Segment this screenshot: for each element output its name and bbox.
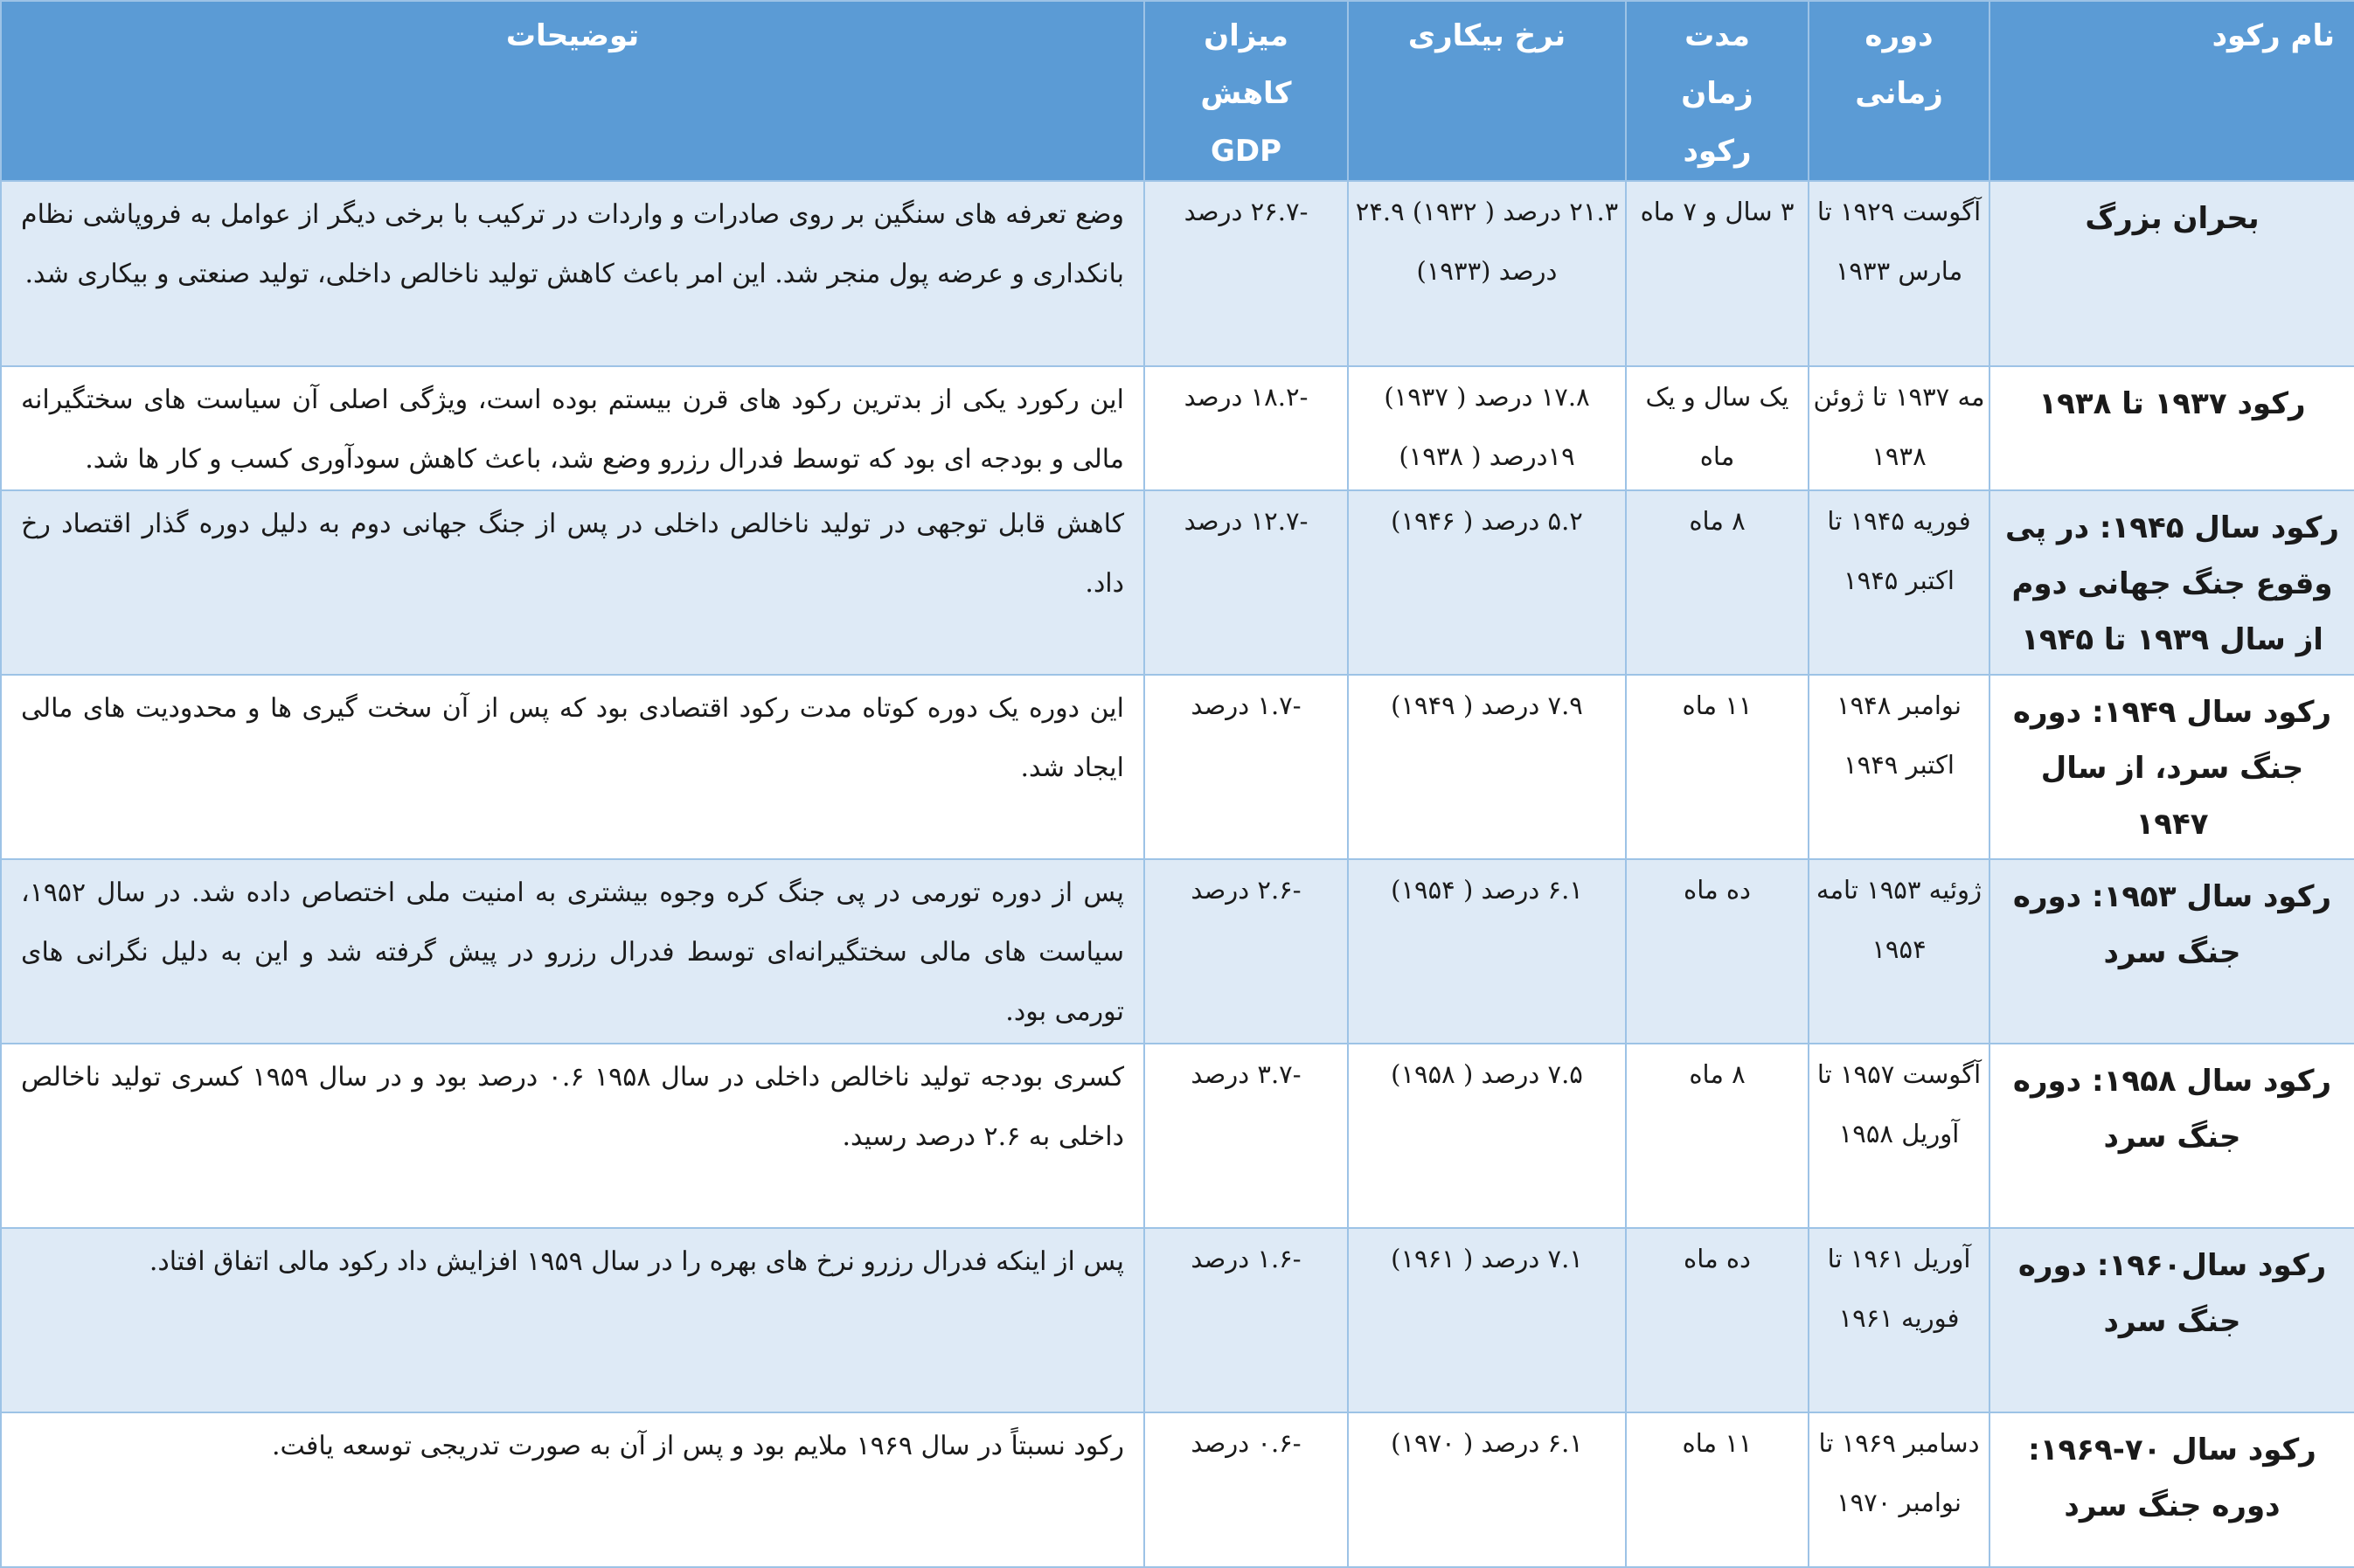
table-row <box>1 675 2354 859</box>
table-header-row <box>1 1 2354 181</box>
table-row <box>1 1228 2354 1412</box>
recession-gdp-drop: -۲۶.۷ درصد <box>1144 181 1348 366</box>
recession-period: آگوست ۱۹۲۹ تا مارس ۱۹۳۳ <box>1809 181 1989 366</box>
table-row <box>1 1044 2354 1228</box>
recession-duration: ده ماه <box>1626 1228 1809 1412</box>
recession-description: پس از اینکه فدرال رزرو نرخ های بهره را در سال ۱۹۵۹ افزایش داد رکود مالی اتفاق افتاد. <box>1 1228 1144 1412</box>
header-gdp-drop: میزان کاهش GDP <box>1144 1 1348 181</box>
recession-gdp-drop: -۳.۷ درصد <box>1144 1044 1348 1228</box>
recession-period: ژوئیه ۱۹۵۳ تامه ۱۹۵۴ <box>1809 859 1989 1044</box>
recession-period: آگوست ۱۹۵۷ تا آوریل ۱۹۵۸ <box>1809 1044 1989 1228</box>
recession-period: نوامبر ۱۹۴۸ اکتبر ۱۹۴۹ <box>1809 675 1989 859</box>
recession-unemployment: ۵.۲ درصد ( ۱۹۴۶) <box>1348 490 1626 675</box>
recession-unemployment: ۲۱.۳ درصد ( ۱۹۳۲) ۲۴.۹ درصد (۱۹۳۳) <box>1348 181 1626 366</box>
recession-duration: ۱۱ ماه <box>1626 1412 1809 1567</box>
recession-name: رکود سال ۱۹۴۹: دوره جنگ سرد، از سال ۱۹۴۷ <box>1989 675 2354 859</box>
header-period: دوره زمانی <box>1809 1 1989 181</box>
recession-period: آوریل ۱۹۶۱ تا فوریه ۱۹۶۱ <box>1809 1228 1989 1412</box>
recession-name: بحران بزرگ <box>1989 181 2354 366</box>
recession-duration: ۱۱ ماه <box>1626 675 1809 859</box>
header-name: نام رکود <box>1989 1 2354 181</box>
recession-unemployment: ۷.۵ درصد ( ۱۹۵۸) <box>1348 1044 1626 1228</box>
recession-description: پس از دوره تورمی در پی جنگ کره وجوه بیشتری به امنیت ملی اختصاص داده شد. در سال ۱۹۵۲، سیاست های مالی سختگیرانه‌ای توسط فدرال رزرو در پیش گرفته شد و این به دلیل نگرانی های تورمی بود. <box>1 859 1144 1044</box>
table-row <box>1 1412 2354 1567</box>
recession-gdp-drop: -۰.۶ درصد <box>1144 1412 1348 1567</box>
recession-unemployment: ۷.۱ درصد ( ۱۹۶۱) <box>1348 1228 1626 1412</box>
recession-name: رکود سال۱۹۶۰: دوره جنگ سرد <box>1989 1228 2354 1412</box>
recession-duration: یک سال و یک ماه <box>1626 366 1809 490</box>
recession-unemployment: ۱۷.۸ درصد ( ۱۹۳۷) ۱۹درصد ( ۱۹۳۸) <box>1348 366 1626 490</box>
recession-description: رکود نسبتاً در سال ۱۹۶۹ ملایم بود و پس از آن به صورت تدریجی توسعه یافت. <box>1 1412 1144 1567</box>
recession-period: فوریه ۱۹۴۵ تا اکتبر ۱۹۴۵ <box>1809 490 1989 675</box>
recession-unemployment: ۷.۹ درصد ( ۱۹۴۹) <box>1348 675 1626 859</box>
recession-gdp-drop: -۲.۶ درصد <box>1144 859 1348 1044</box>
recession-unemployment: ۶.۱ درصد ( ۱۹۵۴) <box>1348 859 1626 1044</box>
recession-period: دسامبر ۱۹۶۹ تا نوامبر ۱۹۷۰ <box>1809 1412 1989 1567</box>
recession-duration: ده ماه <box>1626 859 1809 1044</box>
recession-description: کسری بودجه تولید ناخالص داخلی در سال ۱۹۵۸ ۰.۶ درصد بود و در سال ۱۹۵۹ کسری تولید ناخالص داخلی به ۲.۶ درصد رسید. <box>1 1044 1144 1228</box>
recession-gdp-drop: -۱.۷ درصد <box>1144 675 1348 859</box>
recession-gdp-drop: -۱۸.۲ درصد <box>1144 366 1348 490</box>
table-row <box>1 490 2354 675</box>
recession-description: وضع تعرفه های سنگین بر روی صادرات و واردات در ترکیب با برخی دیگر از عوامل به فروپاشی نظام بانکداری و عرضه پول منجر شد. این امر باعث کاهش تولید ناخالص داخلی، تولید صنعتی و بیکاری شد. <box>1 181 1144 366</box>
recession-name: رکود سال ۱۹۵۸: دوره جنگ سرد <box>1989 1044 2354 1228</box>
recession-gdp-drop: -۱.۶ درصد <box>1144 1228 1348 1412</box>
recession-name: رکود ۱۹۳۷ تا ۱۹۳۸ <box>1989 366 2354 490</box>
recession-period: مه ۱۹۳۷ تا ژوئن ۱۹۳۸ <box>1809 366 1989 490</box>
table-row <box>1 859 2354 1044</box>
recession-duration: ۸ ماه <box>1626 1044 1809 1228</box>
recession-unemployment: ۶.۱ درصد ( ۱۹۷۰) <box>1348 1412 1626 1567</box>
recession-duration: ۸ ماه <box>1626 490 1809 675</box>
header-unemployment: نرخ بیکاری <box>1348 1 1626 181</box>
recession-duration: ۳ سال و ۷ ماه <box>1626 181 1809 366</box>
recession-description: این دوره یک دوره کوتاه مدت رکود اقتصادی بود که پس از آن سخت گیری ها و محدودیت های مالی ایجاد شد. <box>1 675 1144 859</box>
header-duration: مدت زمان رکود <box>1626 1 1809 181</box>
recession-name: رکود سال ۱۹۴۵: در پی وقوع جنگ جهانی دوم از سال ۱۹۳۹ تا ۱۹۴۵ <box>1989 490 2354 675</box>
recession-name: رکود سال ۷۰-۱۹۶۹: دوره جنگ سرد <box>1989 1412 2354 1567</box>
recession-description: کاهش قابل توجهی در تولید ناخالص داخلی در پس از جنگ جهانی دوم به دلیل دوره گذار اقتصاد رخ داد. <box>1 490 1144 675</box>
recession-description: این رکورد یکی از بدترین رکود های قرن بیستم بوده است، ویژگی اصلی آن سیاست های سختگیرانه مالی و بودجه ای بود که توسط فدرال رزرو وضع شد، باعث کاهش سودآوری کسب و کار ها شد. <box>1 366 1144 490</box>
recession-gdp-drop: -۱۲.۷ درصد <box>1144 490 1348 675</box>
table-row <box>1 181 2354 366</box>
header-description: توضیحات <box>1 1 1144 181</box>
recession-name: رکود سال ۱۹۵۳: دوره جنگ سرد <box>1989 859 2354 1044</box>
table-row <box>1 366 2354 490</box>
